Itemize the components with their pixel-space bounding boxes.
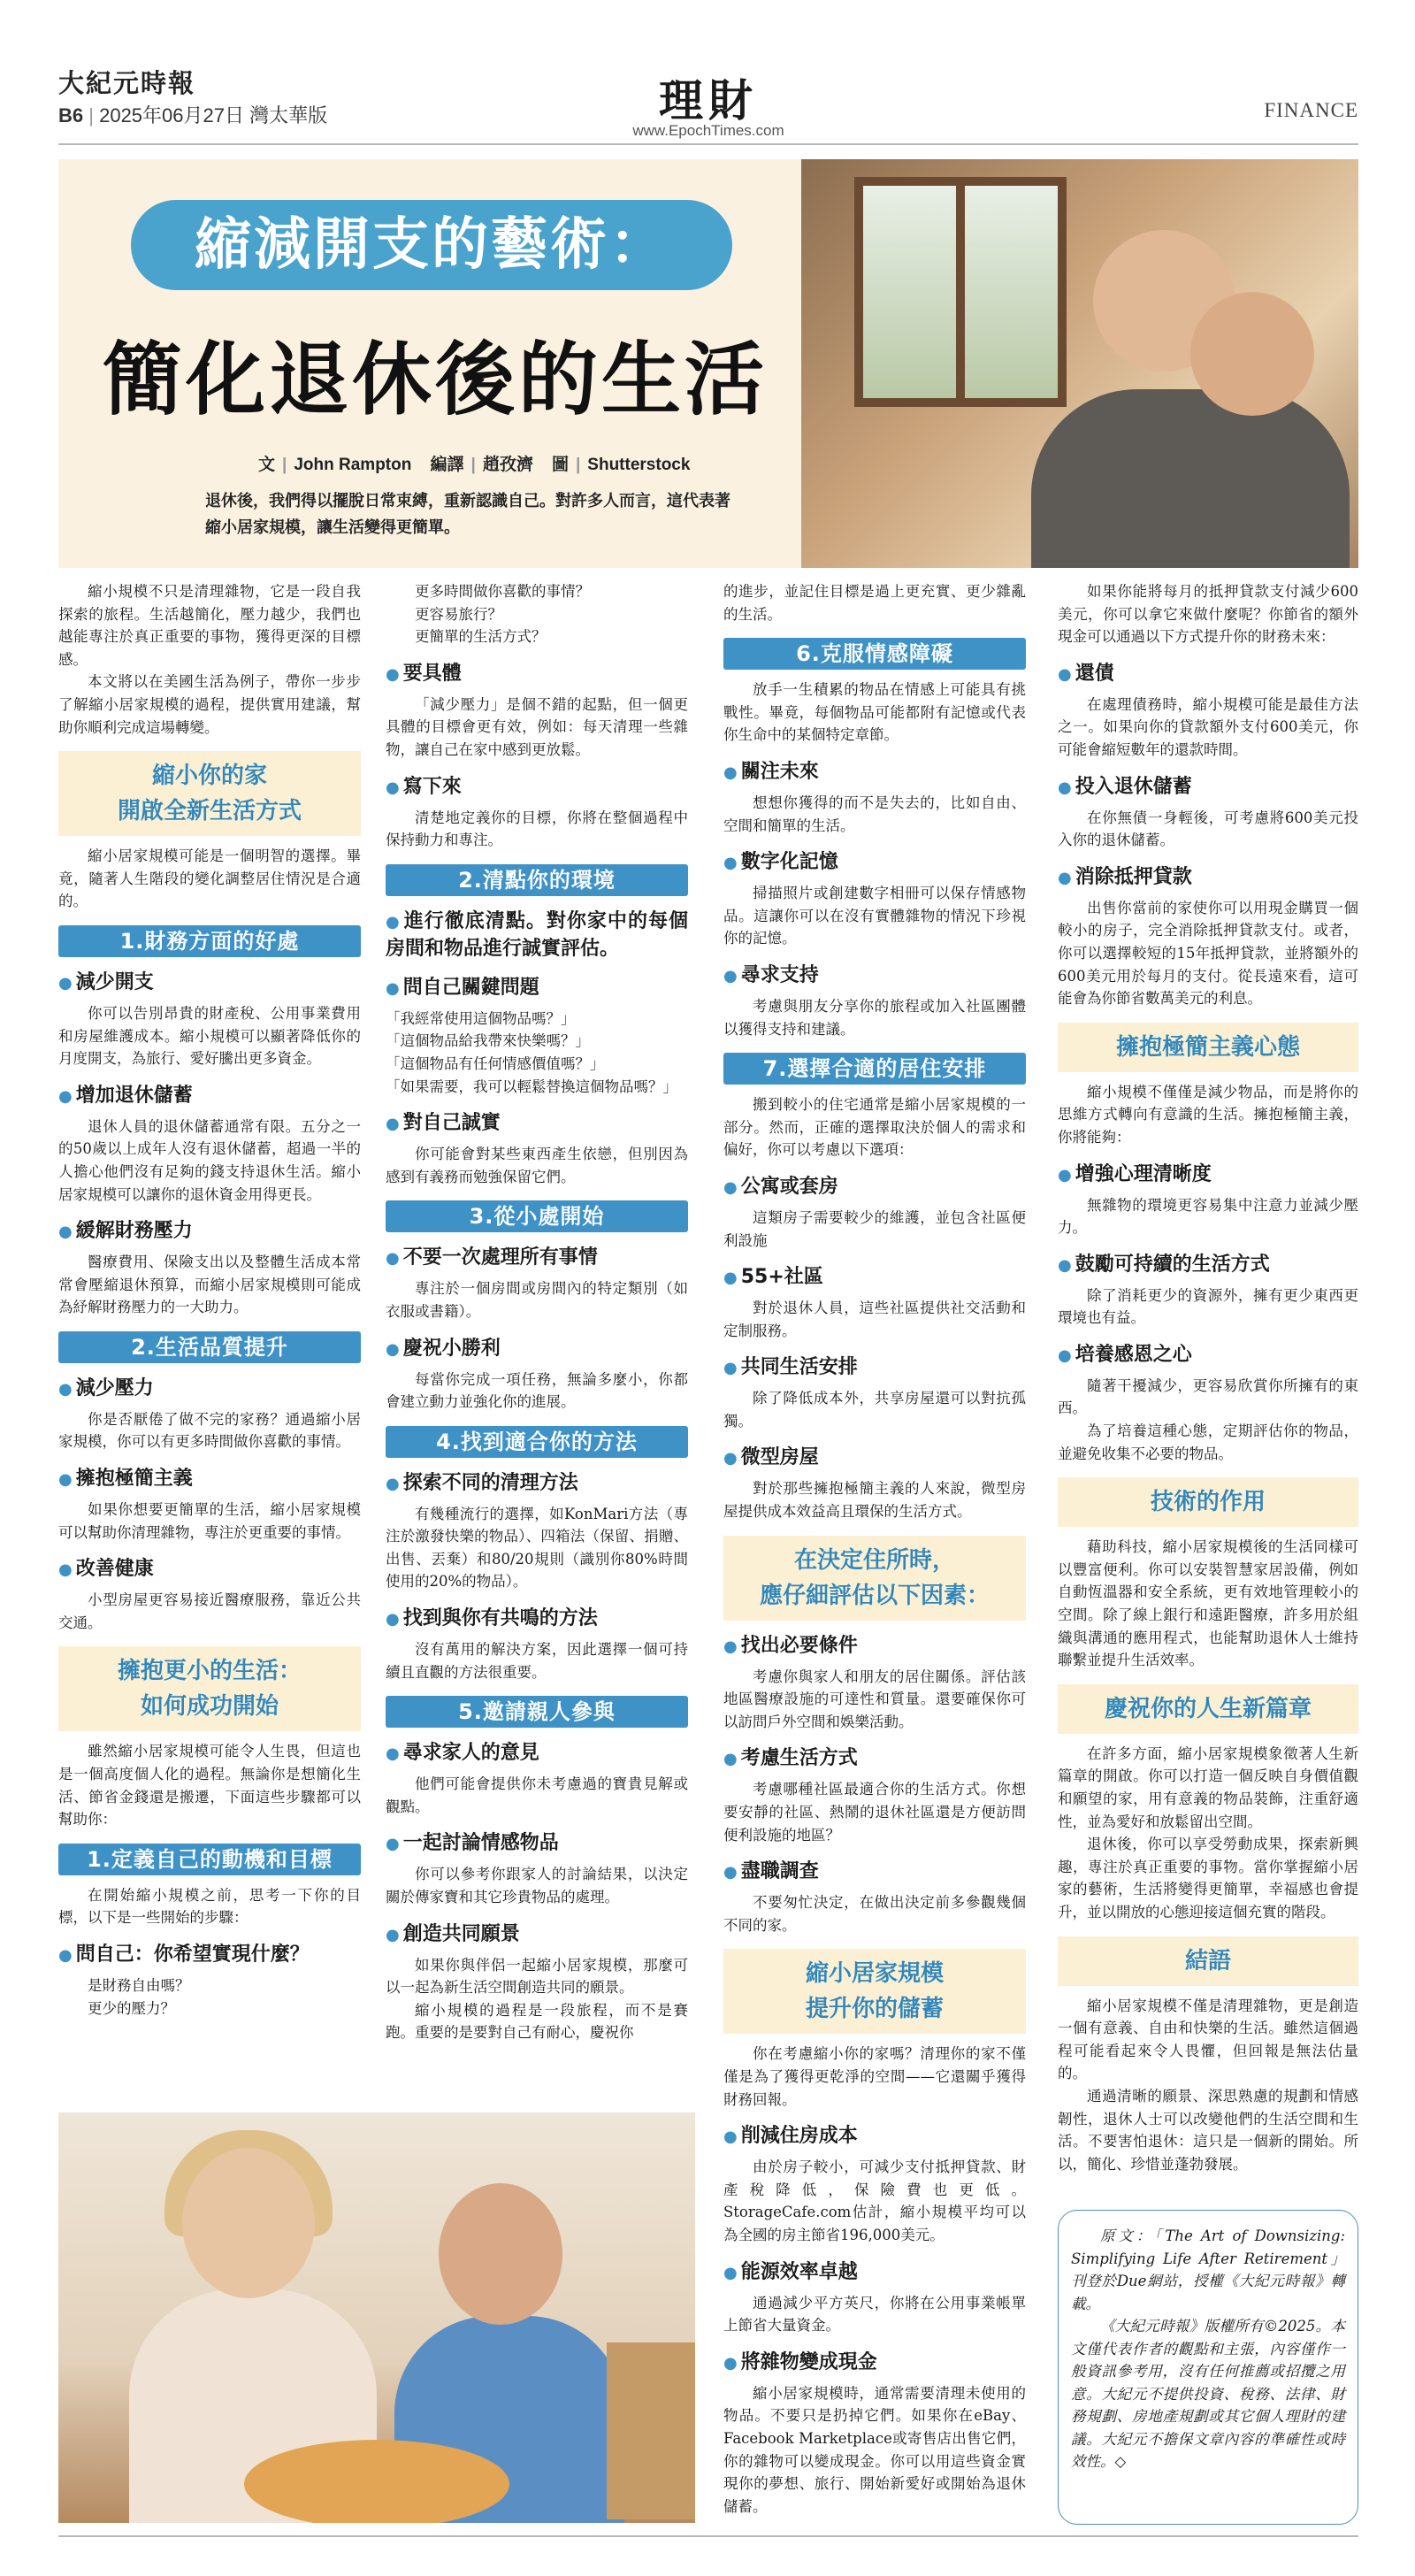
section-heading: 技術的作用 [1058,1477,1358,1527]
bullet-title: ● 還債 [1058,661,1358,688]
hero-photo-couple [801,159,1358,568]
paragraph: 除了消耗更少的資源外，擁有更少東西更環境也有益。 [1058,1286,1358,1327]
issue-date: 2025年06月27日 灣太華版 [99,104,328,126]
paragraph: 更少的壓力？ [88,1999,175,2017]
bullet-title: ● 盡職調查 [723,1859,1026,1886]
bullet-title: ● 探索不同的清理方法 [386,1470,688,1498]
bullet-title: ● 公寓或套房 [723,1174,1026,1201]
subheading-bar: 1.定義自己的動機和目標 [58,1844,361,1875]
footer-rule [58,2535,1358,2537]
bullet-title: ● 增加退休儲蓄 [58,1083,361,1110]
paragraph: 對於那些擁抱極簡主義的人來說，微型房屋提供成本效益高且環保的生活方式。 [723,1480,1026,1521]
paragraph: 在許多方面，縮小居家規模象徵著人生新篇章的開啟。你可以打造一個反映自身價值觀和願望的家，用有意義的物品裝飾，注重舒適性，並為愛好和放鬆留出空間。 [1058,1744,1358,1830]
paragraph: 你在考慮縮小你的家嗎？清理你的家不僅僅是為了獲得更乾淨的空間——它還關乎獲得財務回報。 [723,2045,1026,2108]
bullet-title: ● 消除抵押貸款 [1058,864,1358,892]
paragraph: 如果你想要更簡單的生活，縮小居家規模可以幫助你清理雜物，專注於更重要的事情。 [58,1501,361,1541]
paragraph: 在開始縮小規模之前，思考一下你的目標，以下是一些開始的步驟： [58,1886,361,1927]
column-2 [386,580,688,2044]
bullet-title: ● 改善健康 [58,1556,361,1583]
bullet-title: ● 一起討論情感物品 [386,1830,688,1858]
byline-label-image: 圖 [551,456,569,474]
column-3 [723,580,1026,2518]
paragraph: 在處理債務時，縮小規模可能是最佳方法之一。如果向你的貸款額外支付600美元，你可能會縮短數年的還款時間。 [1058,695,1358,758]
section-heading: 在決定住所時， 應仔細評估以下因素： [723,1536,1026,1621]
bullet-title: ● 找到與你有共鳴的方法 [386,1606,688,1633]
bullet-title: ● 進行徹底清點。對你家中的每個房間和物品進行誠實評估。 [386,908,688,962]
source-note: 原文：「The Art of Downsizing: Simplifying Life After Retirement」刊登於Due網站，授權《大紀元時報》轉載。 [1071,2227,1345,2312]
column-1 [58,580,361,2020]
bullet-title: ● 減少開支 [58,970,361,997]
bullet-title: ● 關注未來 [723,759,1026,786]
couple-body-shape [1031,389,1350,568]
paragraph: 你可以參考你跟家人的討論結果，以決定關於傳家寶和其它珍貴物品的處理。 [386,1866,688,1906]
paragraph: 由於房子較小，可減少支付抵押貸款、財產稅降低，保險費也更低。StorageCafe.com估計，縮小規模平均可以為全國的房主節省196,000美元。 [723,2158,1026,2243]
paragraph: 退休後，你可以享受勞動成果，探索新興趣，專注於真正重要的事物。當你掌握縮小居家的藝術，生活將變得更簡單，幸福感也會提升，並以開放的心態迎接這個充實的階段。 [1058,1836,1358,1920]
paragraph: 每當你完成一項任務，無論多麼小，你都會建立動力並強化你的進展。 [386,1370,688,1411]
paragraph: 是財務自由嗎？ [88,1977,190,1994]
bullet-title: ● 尋求支持 [723,962,1026,990]
paragraph: 縮小規模不只是清理雜物，它是一段自我探索的旅程。生活越簡化，壓力越少，我們也越能專注於真正重要的事物，獲得更深的目標感。 [58,583,361,668]
paragraph: 你可能會對某些東西產生依戀，但別因為感到有義務而勉強保留它們。 [386,1146,688,1185]
copyright-note: 《大紀元時報》版權所有©2025。本文僅代表作者的觀點和主張，內容僅作一般資訊參考用，沒有任何推薦或招攬之用意。大紀元不提供投資、稅務、法律、財務規劃、房地產規劃或其它個人理財的建議。大紀元不擔保文章內容的準確性或時效性。◇ [1071,2318,1345,2470]
section-heading: 結語 [1058,1936,1358,1986]
byline-editor: 趙孜濟 [482,456,533,474]
newspaper-logo: 大紀元時報 [58,68,196,98]
paragraph: 縮小規模不僅僅是減少物品，而是將你的思維方式轉向有意識的生活。擁抱極簡主義，你將能夠： [1058,1083,1358,1146]
paragraph: 隨著干擾減少，更容易欣賞你所擁有的東西。 [1058,1376,1358,1417]
paragraph: 退休人員的退休儲蓄通常有限。五分之一的50歲以上成年人沒有退休儲蓄，超過一半的人擔心他們沒有足夠的錢支持退休生活。縮小居家規模可以讓你的退休資金用得更長。 [58,1117,361,1203]
bullet-title: ● 數字化記憶 [723,849,1026,877]
site-url[interactable]: www.EpochTimes.com [632,122,784,139]
bullet-title: ● 對自己誠實 [386,1110,688,1138]
subheading-bar: 7.選擇合適的居住安排 [723,1053,1026,1085]
paragraph: 縮小居家規模時，通常需要清理未使用的物品。不要只是扔掉它們。如果你在eBay、Facebook Marketplace或寄售店出售它們，你的雜物可以變成現金。你可以用這些資金實現你的夢想、旅行、開始新愛好或開始為退休儲蓄。 [723,2384,1026,2515]
section-heading: 縮小居家規模 提升你的儲蓄 [723,1949,1026,2034]
paragraph: 考慮你與家人和朋友的居住關係。評估該地區醫療設施的可達性和質量。還要確保你可以訪問戶外空間和娛樂活動。 [723,1668,1026,1730]
paragraph: 縮小規模的過程是一段旅程，而不是賽跑。重要的是要對自己有耐心，慶祝你 [386,2001,688,2042]
bullet-title: ● 不要一次處理所有事情 [386,1245,688,1272]
moving-box-shape [607,2342,695,2519]
subheading-bar: 2.清點你的環境 [386,864,688,896]
section-heading: 擁抱極簡主義心態 [1058,1023,1358,1072]
bullet-title: ● 共同生活安排 [723,1354,1026,1382]
paragraph: 你可以告別昂貴的財產稅、公用事業費用和房屋維護成本。縮小規模可以顯著降低你的月度開支，為旅行、愛好騰出更多資金。 [58,1004,361,1068]
paragraph: 通過清晰的願景、深思熟慮的規劃和情感韌性，退休人士可以改變他們的生活空間和生活。不要害怕退休：這只是一個新的開始。所以，簡化、珍惜並蓬勃發展。 [1058,2087,1358,2173]
paragraph: 搬到較小的住宅通常是縮小居家規模的一部分。然而，正確的選擇取決於個人的需求和偏好，你可以考慮以下選項： [723,1096,1026,1159]
paragraph: 本文將以在美國生活為例子，帶你一步步了解縮小居家規模的過程，提供實用建議，幫助你順利完成這場轉變。 [58,673,361,736]
page-number: B6 [58,104,84,126]
bullet-title: ● 微型房屋 [723,1445,1026,1472]
paragraph: 對於退休人員，這些社區提供社交活動和定制服務。 [723,1300,1026,1339]
bullet-title: ● 能源效率卓越 [723,2259,1026,2287]
subheading-bar: 2.生活品質提升 [58,1331,361,1363]
headline-line-2: 簡化退休後的生活 [103,334,768,426]
bullet-title: ● 找出必要條件 [723,1633,1026,1660]
column-4 [1058,580,1358,2175]
lede: 退休後，我們得以擺脫日常束縛，重新認識自己。對許多人而言，這代表著縮小居家規模，讓生活變得更簡單。 [205,492,730,537]
section-category: FINANCE [1264,99,1358,121]
hero-banner [58,159,1358,568]
paragraph: 更容易旅行？ [415,605,502,623]
section-heading: 擁抱更小的生活： 如何成功開始 [58,1646,361,1731]
subheading-bar: 3.從小處開始 [386,1200,688,1232]
photo-couple-with-pizza [58,2112,695,2523]
bullet-title: ● 問自己關鍵問題 [386,975,688,1002]
paragraph: 縮小居家規模可能是一個明智的選擇。畢竟，隨著人生階段的變化調整居住情況是合適的。 [58,847,361,910]
paragraph: 縮小居家規模不僅是清理雜物，更是創造一個有意義、自由和快樂的生活。雖然這個過程可能看起來令人畏懼，但回報是無法估量的。 [1058,1997,1358,2082]
paragraph: 更簡單的生活方式？ [415,628,547,646]
paragraph: 藉助科技，縮小居家規模後的生活同樣可以豐富便利。你可以安裝智慧家居設備，例如自動恆溫器和安全系統，更有效地管理較小的空間。除了線上銀行和遠距醫療，許多用於組織與溝通的應用程式，也能幫助退休人士維持聯繫並提升生活效率。 [1058,1538,1358,1669]
woman-head-shape [182,2148,315,2298]
bullet-title: ● 投入退休儲蓄 [1058,774,1358,801]
bullet-title: ● 問自己：你希望實現什麼？ [58,1942,361,1969]
masthead [58,64,1358,139]
section-heading: 慶祝你的人生新篇章 [1058,1684,1358,1734]
subheading-bar: 4.找到適合你的方法 [386,1426,688,1458]
pizza-shape [244,2440,509,2523]
paragraph: 雖然縮小居家規模可能令人生畏，但這也是一個高度個人化的過程。無論你是想簡化生活、節省金錢還是搬遷，下面這些步驟都可以幫助你： [58,1743,361,1828]
section-title: 理財 [659,75,758,126]
paragraph: 考慮哪種社區最適合你的生活方式。你想要安靜的社區、熱鬧的退休社區還是方便訪問便利設施的地區？ [723,1781,1026,1844]
page-meta: B6 | 2025年06月27日 灣太華版 [58,104,328,126]
byline-label-text: 文 [258,456,276,474]
question-line: 「我經常使用這個物品嗎？」 [386,1009,576,1027]
paragraph: 他們可能會提供你未考慮過的寶貴見解或觀點。 [386,1775,688,1815]
bullet-title: ● 培養感恩之心 [1058,1342,1358,1369]
paragraph: 你是否厭倦了做不完的家務？通過縮小居家規模，你可以有更多時間做你喜歡的事情。 [58,1410,361,1451]
bullet-title: ● 減少壓力 [58,1376,361,1403]
subheading-bar: 5.邀請親人參與 [386,1696,688,1728]
woman-head-shape [1190,292,1314,416]
paragraph: 醫療費用、保險支出以及整體生活成本常常會壓縮退休預算，而縮小居家規模則可能成為紓解財務壓力的一大助力。 [58,1254,361,1316]
header-rule [58,143,1358,145]
question-line: 「如果需要，我可以輕鬆替換這個物品嗎？」 [386,1077,677,1095]
paragraph: 除了降低成本外，共享房屋還可以對抗孤獨。 [723,1390,1026,1430]
subheading-bar: 6.克服情感障礙 [723,638,1026,670]
bullet-title: ● 將雜物變成現金 [723,2350,1026,2377]
bullet-title: ● 寫下來 [386,774,688,801]
bullet-title: ● 擁抱極簡主義 [58,1466,361,1493]
paragraph: 不要匆忙決定，在做出決定前多參觀幾個不同的家。 [723,1894,1026,1934]
paragraph: 放手一生積累的物品在情感上可能具有挑戰性。畢竟，每個物品可能都附有記憶或代表你生命中的某個特定章節。 [723,681,1026,744]
paragraph: 通過減少平方英尺，你將在公用事業帳單上節省大量資金。 [723,2294,1026,2334]
paragraph: 如果你能將每月的抵押貸款支付減少600美元，你可以拿它來做什麼呢？你節省的額外現金可以通過以下方式提升你的財務未來： [1058,583,1358,646]
bullet-title: ● 尋求家人的意見 [386,1740,688,1767]
paragraph: 小型房屋更容易接近醫療服務，靠近公共交通。 [58,1591,361,1631]
bullet-title: ● 增強心理清晰度 [1058,1162,1358,1189]
paragraph: 出售你當前的家使你可以用現金購買一個較小的房子，完全消除抵押貸款支付。或者，你可以選擇較短的15年抵押貸款，並將額外的600美元用於每月的支付。從長遠來看，這可能會為你節省數萬美元的利息。 [1058,899,1358,1008]
section-heading: 縮小你的家 開啟全新生活方式 [58,751,361,836]
paragraph: 清楚地定義你的目標，你將在整個過程中保持動力和專注。 [386,809,688,849]
subheading-bar: 1.財務方面的好處 [58,925,361,957]
question-line: 「這個物品有任何情感價值嗎？」 [386,1054,605,1072]
paragraph: 的進步，並記住目標是過上更充實、更少雜亂的生活。 [723,583,1026,623]
paragraph: 為了培養這種心態，定期評估你的物品，並避免收集不必要的物品。 [1058,1422,1358,1462]
byline-author: John Rampton [294,456,412,474]
window-shape [854,177,1067,407]
byline: 文 | John Rampton 編譯 | 趙孜濟 圖 | Shutterstock [258,456,691,474]
bullet-title: ● 鼓勵可持續的生活方式 [1058,1252,1358,1279]
byline-label-edit: 編譯 [430,456,464,474]
paragraph: 有幾種流行的選擇，如KonMari方法（專注於激發快樂的物品）、四箱法（保留、捐贈、出售、丟棄）和80/20規則（識別你80%時間使用的20%的物品）。 [386,1505,688,1591]
paragraph: 想想你獲得的而不是失去的，比如自由、空間和簡單的生活。 [723,794,1026,834]
paragraph: 「減少壓力」是個不錯的起點，但一個更具體的目標會更有效，例如：每天清理一些雜物，讓自己在家中感到更放鬆。 [386,695,688,758]
bullet-title: ● 考慮生活方式 [723,1745,1026,1773]
byline-image-source: Shutterstock [587,456,691,474]
bullet-title: ● 55+社區 [723,1264,1026,1292]
paragraph: 無雜物的環境更容易集中注意力並減少壓力。 [1058,1196,1358,1237]
paragraph: 在你無債一身輕後，可考慮將600美元投入你的退休儲蓄。 [1058,809,1358,849]
paragraph: 這類房子需要較少的維護，並包含社區便利設施 [723,1208,1026,1249]
paragraph: 專注於一個房間或房間內的特定類別（如衣服或書籍）。 [386,1280,688,1320]
headline-line-1: 縮減開支的藝術： [131,200,732,290]
paragraph: 如果你與伴侶一起縮小居家規模，那麼可以一起為新生活空間創造共同的願景。 [386,1956,688,1997]
source-note-box [1058,2210,1358,2525]
bullet-title: ● 創造共同願景 [386,1921,688,1949]
bullet-title: ● 要具體 [386,661,688,688]
man-head-shape [439,2183,562,2325]
paragraph: 沒有萬用的解決方案，因此選擇一個可持續且直觀的方法很重要。 [386,1641,688,1681]
bullet-title: ● 慶祝小勝利 [386,1336,688,1363]
bullet-title: ● 削減住房成本 [723,2123,1026,2150]
question-line: 「這個物品給我帶來快樂嗎？」 [386,1032,590,1050]
bullet-title: ● 緩解財務壓力 [58,1218,361,1246]
paragraph: 更多時間做你喜歡的事情？ [415,583,590,600]
paragraph: 考慮與朋友分享你的旅程或加入社區團體以獲得支持和建議。 [723,997,1026,1038]
paragraph: 掃描照片或創建數字相冊可以保存情感物品。這讓你可以在沒有實體雜物的情況下珍視你的記憶。 [723,885,1026,947]
